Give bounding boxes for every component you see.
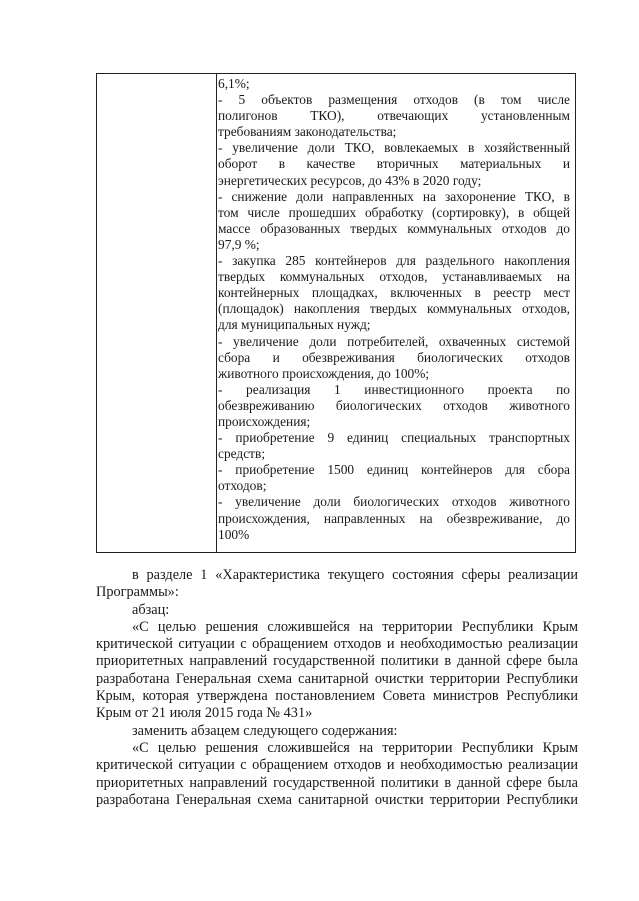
table-line: 97,9 %; [218, 236, 260, 252]
paragraph-line: Крым, которая утверждена постановлением Совета министров Республики [96, 688, 578, 705]
amendment-text [96, 567, 578, 809]
table-line: массе образованных твердых коммунальных отходов до [218, 220, 570, 236]
paragraph-line: «С целью решения сложившейся на территории Республики Крым [132, 739, 578, 756]
paragraph-line: заменить абзацем следующего содержания: [132, 722, 398, 739]
table-line: - приобретение 1500 единиц контейнеров для сбора [218, 462, 570, 478]
table-line: отходов; [218, 478, 267, 494]
table-line: энергетических ресурсов, до 43% в 2020 году; [218, 172, 482, 188]
table-line: происхождения, направленных на обезвреживание, до [218, 510, 570, 526]
paragraph-line: критической ситуации с обращением отходов и необходимостью реализации [96, 636, 578, 653]
table-line: сбора и обезвреживания биологических отходов [218, 349, 570, 365]
paragraph-line: разработана Генеральная схема санитарной очистки территории Республики [96, 791, 578, 808]
table-line: полигонов ТКО), отвечающих установленным [218, 108, 570, 124]
table-line: оборот в качестве вторичных материальных и [218, 156, 570, 172]
table-line: требованиям законодательства; [218, 124, 397, 140]
table-line: обезвреживанию биологических отходов животного [218, 397, 570, 413]
table-line: том числе прошедших обработку (сортировку), в общей [218, 204, 570, 220]
table-line: животного происхождения, до 100%; [218, 365, 430, 381]
paragraph-line: приоритетных направлений государственной политики в данной сфере была [96, 653, 578, 670]
table-line: происхождения; [218, 413, 311, 429]
paragraph-line: абзац: [132, 601, 170, 618]
table-line: (площадок) накопления твердых коммунальных отходов, [218, 301, 570, 317]
table-line: - снижение доли направленных на захоронение ТКО, в [218, 188, 570, 204]
paragraph-line: Крым от 21 июля 2015 года № 431» [96, 705, 313, 722]
table-line: - закупка 285 контейнеров для раздельного накопления [218, 253, 570, 269]
table-line: - увеличение доли ТКО, вовлекаемых в хозяйственный [218, 140, 570, 156]
paragraph-line: критической ситуации с обращением отходов и необходимостью реализации [96, 757, 578, 774]
table-line: - реализация 1 инвестиционного проекта по [218, 381, 570, 397]
table-line: 6,1%; [218, 76, 250, 91]
table-line: - 5 объектов размещения отходов (в том числе [218, 92, 570, 108]
table-column-divider [216, 74, 217, 552]
table-line: 100% [218, 526, 250, 542]
table-line: твердых коммунальных отходов, устанавливаемых на [218, 269, 570, 285]
goals-table [96, 73, 576, 553]
paragraph-line: Программы»: [96, 584, 179, 601]
paragraph-line: разработана Генеральная схема санитарной очистки территории Республики [96, 670, 578, 687]
paragraph-line: приоритетных направлений государственной политики в данной сфере была [96, 774, 578, 791]
table-line: для муниципальных нужд; [218, 317, 371, 333]
table-line: - приобретение 9 единиц специальных транспортных [218, 430, 570, 446]
table-line: контейнерных площадках, включенных в реестр мест [218, 285, 570, 301]
table-line: - увеличение доли потребителей, охваченных системой [218, 333, 570, 349]
table-cell-indicators [218, 76, 570, 543]
table-line: - увеличение доли биологических отходов животного [218, 494, 570, 510]
paragraph-line: в разделе 1 «Характеристика текущего состояния сферы реализации [132, 567, 578, 583]
paragraph-line: «С целью решения сложившейся на территории Республики Крым [132, 618, 578, 635]
table-line: средств; [218, 446, 266, 462]
